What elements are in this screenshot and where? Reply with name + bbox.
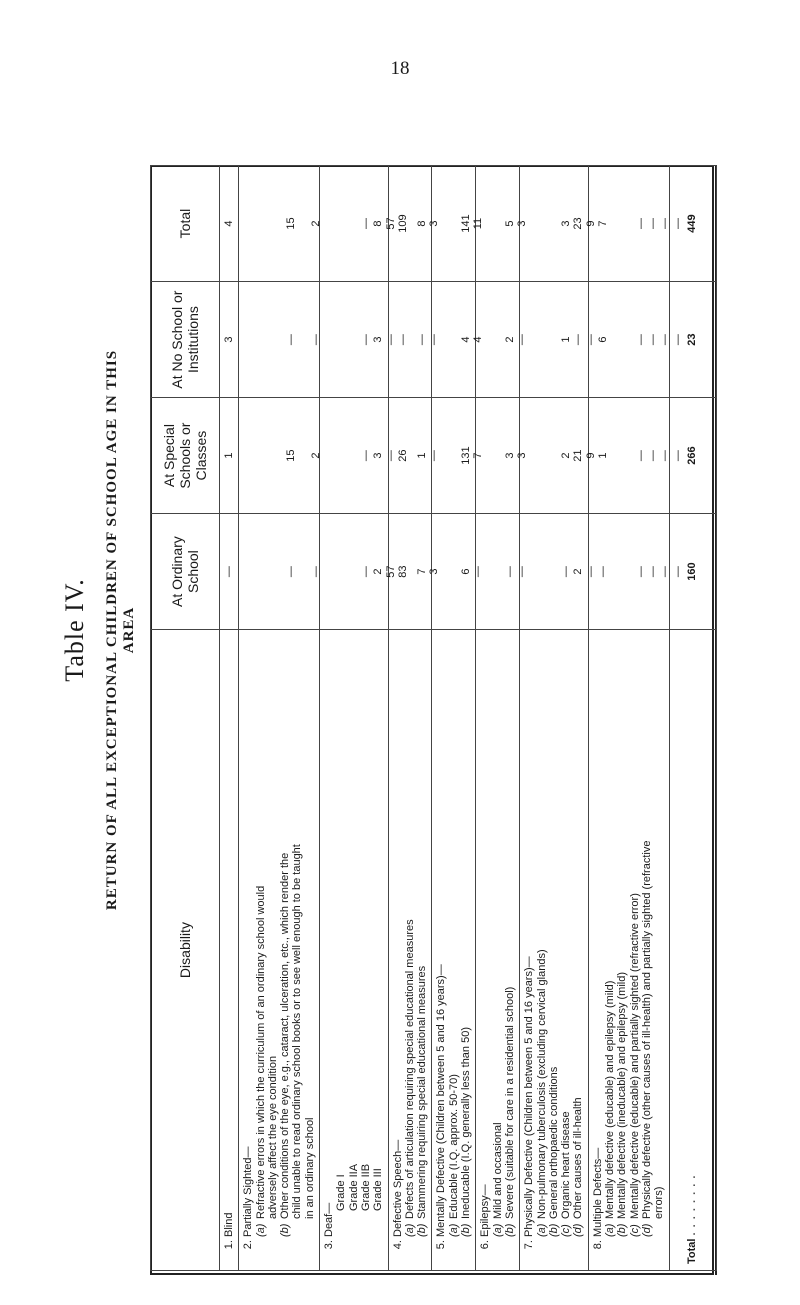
special-value: — (659, 450, 672, 462)
disability-cell (220, 630, 239, 1271)
none-value: — (384, 334, 397, 346)
subitem-text: Stammering requiring special educational measures (416, 965, 429, 1219)
ordinary-value: 3 (428, 568, 441, 575)
special-cell (239, 398, 320, 514)
subitem-text: child unable to read ordinary school books or to see well enough to be taught (291, 844, 304, 1219)
disability-subitem (616, 636, 628, 1237)
special-value: 7 (472, 452, 485, 459)
table-caption: Table IV. (60, 578, 89, 682)
none-value: — (516, 334, 529, 346)
none-value: — (671, 334, 684, 346)
ordinary-value: — (309, 566, 322, 578)
table-row (220, 166, 239, 1271)
none-cell (320, 282, 409, 398)
subitem-letter: (a) (535, 1223, 548, 1237)
ordinary-value: 83 (396, 565, 409, 578)
col-header-ordinary: At Ordinary School (151, 514, 220, 630)
ordinary-value: — (634, 566, 647, 578)
special-value: 3 (516, 452, 529, 459)
total-value: 5 (503, 220, 516, 227)
subitem-text: Severe (suitable for care in a residential school) (503, 986, 516, 1219)
subitem-letter: (b) (279, 1223, 292, 1237)
row-number: 7. (523, 1240, 536, 1250)
subitem-text: General orthopaedic conditions (547, 1066, 560, 1219)
table-row (320, 166, 388, 1271)
none-value: 3 (223, 336, 235, 343)
total-value: — (659, 218, 672, 230)
table-row (588, 166, 669, 1271)
subitem-text: Refractive errors in which the curriculum of an ordinary school would (254, 885, 267, 1219)
subitem-text: Physically defective (other causes of ill-health) and partially sighted (refractive (640, 840, 653, 1219)
disability-cell (239, 630, 320, 1271)
special-value: 2 (560, 452, 573, 459)
total-value: 8 (416, 220, 429, 227)
none-value: 1 (560, 336, 573, 343)
total-value: 3 (428, 220, 441, 227)
subitem-text: Other conditions of the eye, e.g., cataract, ulceration, etc., which render the (279, 852, 292, 1219)
total-value: 15 (285, 217, 298, 230)
none-value: 4 (460, 336, 473, 343)
subitem-letter: (a) (254, 1223, 267, 1237)
subitem-text: errors) (653, 1186, 666, 1219)
disability-subitem (279, 636, 316, 1237)
total-value: 4 (223, 220, 235, 227)
disability-subitem (360, 636, 372, 1229)
disability-subitem (504, 636, 516, 1237)
disability-title: Mentally Defective (Children between 5 and 16 years)— (435, 964, 448, 1237)
special-value: 15 (285, 449, 298, 462)
total-cell (220, 166, 239, 282)
none-value: — (659, 334, 672, 346)
subitem-letter: (b) (460, 1223, 473, 1237)
special-cell (520, 398, 610, 514)
disability-title: Multiple Defects— (591, 1147, 604, 1237)
total-value: 2 (309, 220, 322, 227)
subitem-letter: (d) (572, 1223, 585, 1237)
ordinary-cell (220, 514, 239, 630)
subitem-text: Non-pulmonary tuberculosis (excluding cervical glands) (535, 949, 548, 1219)
data-table (150, 165, 717, 1271)
none-value: 3 (372, 336, 385, 343)
total-value: 11 (472, 217, 485, 230)
none-value: 4 (472, 336, 485, 343)
special-value: — (359, 450, 372, 462)
disability-subitem (448, 636, 460, 1237)
ordinary-value: — (285, 566, 298, 578)
total-total: 449 (669, 166, 716, 282)
subitem-text: Defects of articulation requiring special educational measures (403, 919, 416, 1219)
total-value: — (647, 218, 660, 230)
disability-subitem (560, 636, 572, 1237)
ordinary-value: — (223, 566, 235, 578)
ordinary-value: — (560, 566, 573, 578)
total-value: 141 (460, 214, 473, 233)
none-value: — (416, 334, 429, 346)
leader-dots: . . . . . . . . (686, 1174, 699, 1236)
disability-subitem (536, 636, 548, 1237)
none-cell (520, 282, 610, 398)
subitem-text: Grade IIB (359, 1163, 372, 1211)
ordinary-value: — (584, 566, 597, 578)
subitem-letter: (c) (560, 1224, 573, 1237)
ordinary-value: 2 (372, 568, 385, 575)
ordinary-value: — (472, 566, 485, 578)
special-value: 21 (572, 449, 585, 462)
subitem-text: Mild and occasional (491, 1122, 504, 1219)
disability-title: Physically Defective (Children between 5 and 16 years)— (523, 956, 536, 1237)
disability-title: Blind (223, 1212, 235, 1237)
disability-subitem (492, 636, 504, 1237)
none-value: — (396, 334, 409, 346)
subitem-text: Mentally defective (educable) and epilepsy (mild) (604, 980, 617, 1219)
row-number: 6. (479, 1240, 492, 1250)
subitem-letter: (b) (416, 1223, 429, 1237)
special-value: 131 (460, 446, 473, 465)
none-value: — (359, 334, 372, 346)
disability-title: Defective Speech— (391, 1139, 404, 1237)
disability-subitem (460, 636, 472, 1237)
row-number: 3. (323, 1240, 336, 1250)
total-value: 7 (597, 220, 610, 227)
ordinary-value: — (671, 566, 684, 578)
special-cell (220, 398, 239, 514)
special-value: — (384, 450, 397, 462)
ordinary-value: — (503, 566, 516, 578)
total-value: 3 (516, 220, 529, 227)
disability-subitem (416, 636, 428, 1237)
table-row (388, 166, 432, 1271)
special-value: — (647, 450, 660, 462)
none-value: — (647, 334, 660, 346)
disability-subitem (335, 636, 347, 1229)
special-value: 2 (309, 452, 322, 459)
special-cell (320, 398, 409, 514)
disability-subitem (255, 636, 280, 1237)
subitem-text: Educable (I.Q. approx. 50-70) (447, 1074, 460, 1219)
subitem-text: Grade III (372, 1168, 385, 1211)
subitem-letter: (b) (616, 1223, 629, 1237)
special-value: — (428, 450, 441, 462)
header-row (151, 166, 220, 1271)
special-value: 3 (503, 452, 516, 459)
total-label (669, 630, 716, 1271)
total-value: 109 (396, 214, 409, 233)
none-value: — (428, 334, 441, 346)
disability-subitem (641, 636, 666, 1237)
disability-subitem (372, 636, 384, 1229)
none-value: 6 (597, 336, 610, 343)
special-value: — (671, 450, 684, 462)
ordinary-cell (520, 514, 610, 630)
table-row (432, 166, 476, 1271)
none-value: — (634, 334, 647, 346)
ordinary-value: — (597, 566, 610, 578)
none-value: — (584, 334, 597, 346)
special-value: 1 (416, 452, 429, 459)
subitem-text: Grade IIA (347, 1163, 360, 1211)
disability-cell (432, 630, 476, 1271)
subitem-text: Organic heart disease (560, 1111, 573, 1219)
subitem-letter (335, 1211, 347, 1229)
row-number: 2. (242, 1240, 255, 1250)
total-row (669, 166, 716, 1271)
ordinary-value: — (359, 566, 372, 578)
table-subcaption: RETURN OF ALL EXCEPTIONAL CHILDREN OF SCHOOL AGE IN THIS AREA (104, 349, 137, 911)
table-row (239, 166, 320, 1271)
total-cell (320, 166, 409, 282)
total-label-text: Total (686, 1238, 699, 1264)
disability-subitem (572, 636, 584, 1237)
total-none: 23 (669, 282, 716, 398)
none-cell (239, 282, 320, 398)
col-header-total: Total (151, 166, 220, 282)
special-value: 9 (584, 452, 597, 459)
ordinary-cell (239, 514, 320, 630)
special-value: 1 (597, 452, 610, 459)
disability-title: Deaf— (323, 1202, 336, 1237)
col-header-none: At No School or Institutions (151, 282, 220, 398)
subitem-letter: (a) (403, 1223, 416, 1237)
col-header-special: At Special Schools or Classes (151, 398, 220, 514)
disability-title: Partially Sighted— (242, 1146, 255, 1237)
total-value: — (359, 218, 372, 230)
row-number: 1. (223, 1240, 235, 1250)
subitem-text: Other causes of ill-health (572, 1097, 585, 1219)
disability-subitem (404, 636, 416, 1237)
page-number: 18 (390, 58, 410, 79)
disability-cell (520, 630, 588, 1271)
total-value: 8 (372, 220, 385, 227)
ordinary-value: 57 (384, 565, 397, 578)
subitem-text: Mentally defective (ineducable) and epilepsy (mild) (616, 971, 629, 1219)
ordinary-value: 6 (460, 568, 473, 575)
ordinary-cell (320, 514, 409, 630)
special-value: 26 (396, 449, 409, 462)
row-number: 5. (435, 1240, 448, 1250)
subitem-text: in an ordinary school (303, 1117, 316, 1219)
total-cell (239, 166, 320, 282)
total-value: 3 (560, 220, 573, 227)
subitem-text: Ineducable (I.Q. generally less than 50) (460, 1026, 473, 1219)
ordinary-value: 2 (572, 568, 585, 575)
total-ordinary: 160 (669, 514, 716, 630)
disability-cell (388, 630, 432, 1271)
special-value: 1 (223, 452, 235, 459)
subitem-text: Mentally defective (educable) and partially sighted (refractive error) (628, 893, 641, 1219)
subitem-letter (360, 1211, 372, 1229)
disability-cell (320, 630, 388, 1271)
disability-subitem (548, 636, 560, 1237)
row-number: 8. (591, 1240, 604, 1250)
total-value: — (671, 218, 684, 230)
subitem-letter: (d) (640, 1223, 653, 1237)
total-value: — (634, 218, 647, 230)
subitem-text: adversely affect the eye condition (266, 1055, 279, 1219)
subitem-letter: (b) (547, 1223, 560, 1237)
ordinary-value: — (659, 566, 672, 578)
subitem-letter (348, 1211, 360, 1229)
subitem-letter: (c) (628, 1224, 641, 1237)
ordinary-value: — (647, 566, 660, 578)
ordinary-value: — (516, 566, 529, 578)
subitem-letter (372, 1211, 384, 1229)
disability-subitem (629, 636, 641, 1237)
none-value: 2 (503, 336, 516, 343)
ordinary-value: 7 (416, 568, 429, 575)
disability-title: Epilepsy— (479, 1184, 492, 1237)
none-value: — (572, 334, 585, 346)
row-number: 4. (391, 1240, 404, 1250)
exceptional-children-table (150, 165, 725, 1275)
subitem-text: Grade I (335, 1174, 348, 1211)
total-special: 266 (669, 398, 716, 514)
total-value: 23 (572, 217, 585, 230)
disability-subitem (604, 636, 616, 1237)
subitem-letter: (a) (447, 1223, 460, 1237)
none-value: — (309, 334, 322, 346)
table-row (520, 166, 588, 1271)
total-value: 9 (584, 220, 597, 227)
table-row (476, 166, 520, 1271)
total-cell (520, 166, 610, 282)
special-value: 3 (372, 452, 385, 459)
subitem-letter: (a) (604, 1223, 617, 1237)
disability-cell (588, 630, 669, 1271)
disability-cell (476, 630, 520, 1271)
subitem-letter: (b) (503, 1223, 516, 1237)
total-value: 57 (384, 217, 397, 230)
subitem-letter: (a) (491, 1223, 504, 1237)
none-value: — (285, 334, 298, 346)
special-value: — (634, 450, 647, 462)
none-cell (220, 282, 239, 398)
disability-subitem (348, 636, 360, 1229)
col-header-disability: Disability (151, 630, 220, 1271)
